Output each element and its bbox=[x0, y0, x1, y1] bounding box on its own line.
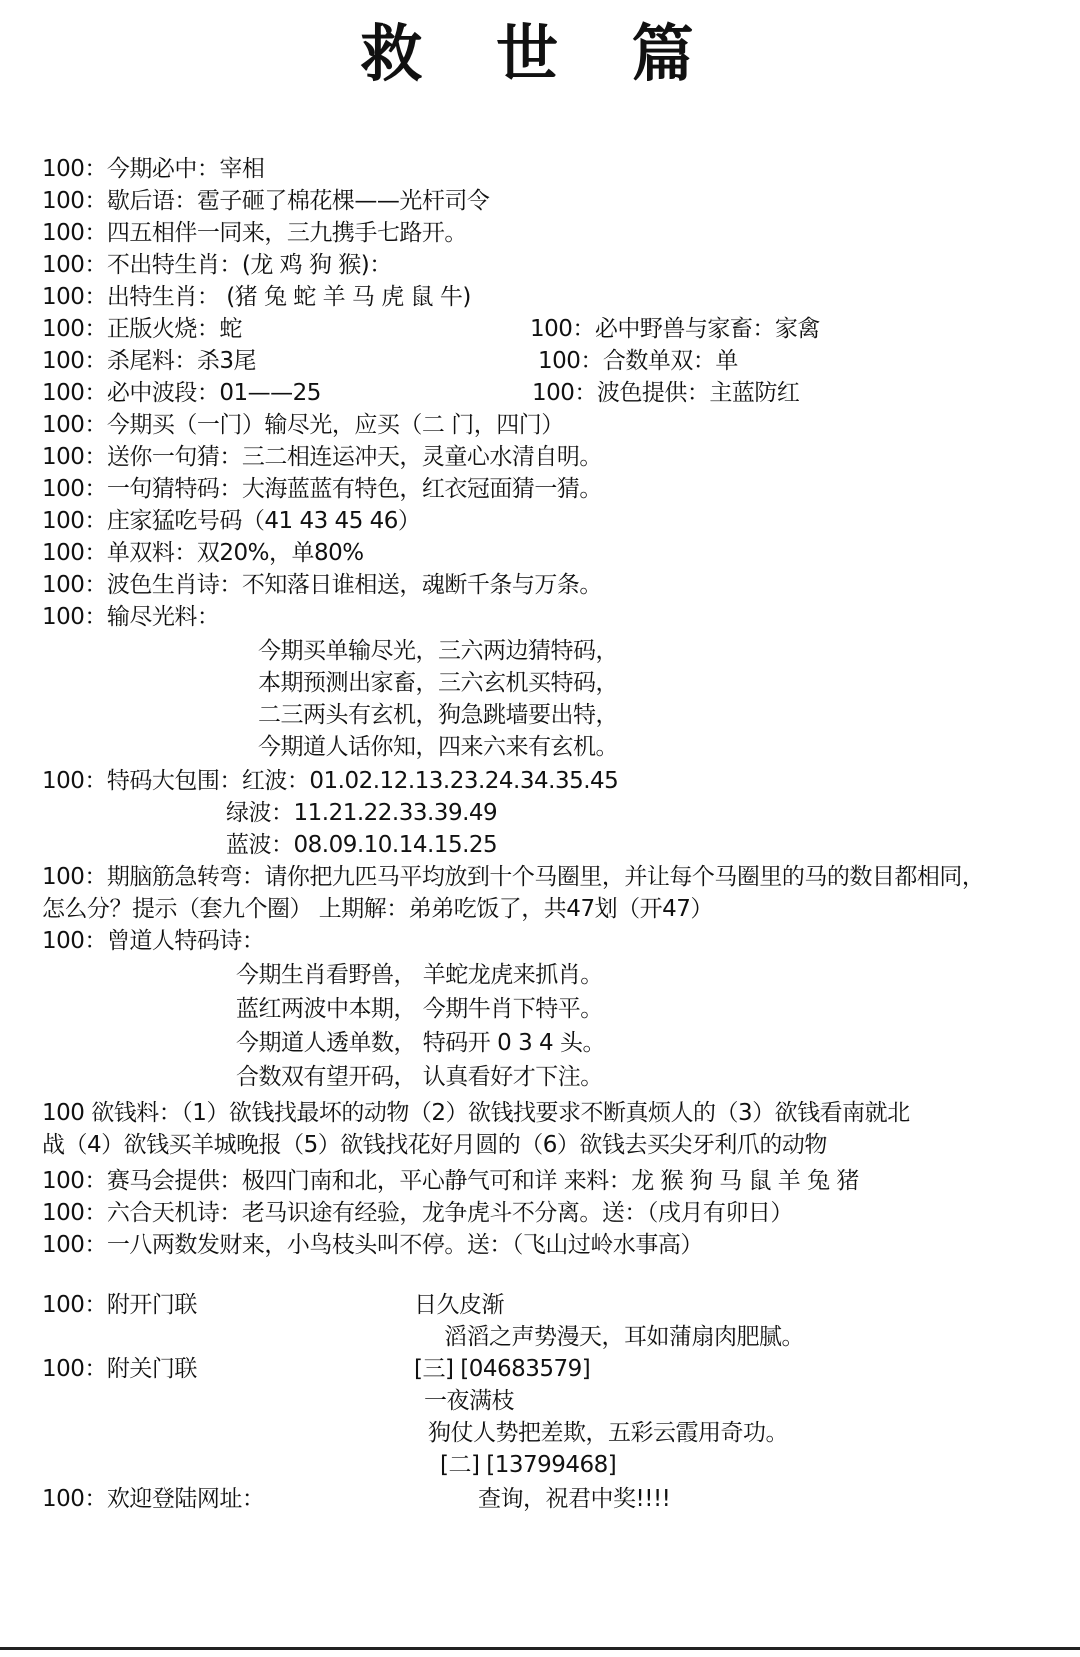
line-red-wave: 100：特码大包围：红波：01.02.12.13.23.24.34.35.45 bbox=[42, 768, 619, 794]
bottom-divider bbox=[0, 1647, 1080, 1650]
open-couplet-title: 日久皮渐 bbox=[414, 1292, 504, 1318]
close-couplet-text: 狗仗人势把差欺，五彩云霞用奇功。 bbox=[428, 1420, 788, 1446]
line-hint: 怎么分？提示（套九个圈） 上期解：弟弟吃饭了，共47划（开47） bbox=[42, 896, 713, 922]
open-couplet-text: 滔滔之声势漫天，耳如蒲扇肉肥腻。 bbox=[444, 1324, 804, 1350]
close-couplet-numbers-1: [三] [04683579] bbox=[414, 1356, 591, 1382]
zeng-poem-line: 蓝红两波中本期， 今期牛肖下特平。 bbox=[236, 996, 603, 1022]
poem-line: 本期预测出家畜，三六玄机买特码， bbox=[258, 670, 618, 696]
line-odd-even: 100：合数单双：单 bbox=[538, 348, 738, 374]
line-four-five: 100：四五相伴一同来，三九携手七路开。 bbox=[42, 220, 467, 246]
line-must-win: 100：今期必中：宰相 bbox=[42, 156, 265, 182]
line-zodiac: 100：出特生肖： (猪 兔 蛇 羊 马 虎 鼠 牛) bbox=[42, 284, 471, 310]
line-wave-poem: 100：波色生肖诗：不知落日谁相送，魂断千条与万条。 bbox=[42, 572, 602, 598]
line-money-2: 战（4）欲钱买羊城晚报（5）欲钱找花好月圆的（6）欲钱去买尖牙利爪的动物 bbox=[42, 1132, 827, 1158]
line-lose-all: 100：输尽光料： bbox=[42, 604, 220, 630]
page-title: 救 世 篇 bbox=[360, 17, 720, 90]
line-odd-even-pct: 100：单双料：双20%，单80% bbox=[42, 540, 364, 566]
line-wave-color: 100：波色提供：主蓝防红 bbox=[532, 380, 800, 406]
line-banker-numbers: 100：庄家猛吃号码（41 43 45 46） bbox=[42, 508, 421, 534]
line-welcome: 100：欢迎登陆网址： bbox=[42, 1486, 265, 1512]
line-blue-wave: 蓝波：08.09.10.14.15.25 bbox=[226, 832, 498, 858]
line-buy-gate: 100：今期买（一门）输尽光，应买（二 门，四门） bbox=[42, 412, 564, 438]
line-not-zodiac: 100：不出特生肖：(龙 鸡 狗 猴)： bbox=[42, 252, 392, 278]
line-fire: 100：正版火烧：蛇 bbox=[42, 316, 242, 342]
line-xiehouyu: 100：歇后语：雹子砸了棉花棵——光杆司令 bbox=[42, 188, 490, 214]
line-money-1: 100 欲钱料：（1）欲钱找最坏的动物（2）欲钱找要求不断真烦人的（3）欲钱看南就北 bbox=[42, 1100, 910, 1126]
close-couplet-title: 一夜满枝 bbox=[424, 1388, 514, 1414]
line-one-eight: 100：一八两数发财来，小鸟枝头叫不停。送：（飞山过岭水事高） bbox=[42, 1232, 703, 1258]
line-close-couplet: 100：附关门联 bbox=[42, 1356, 197, 1382]
line-open-couplet: 100：附开门联 bbox=[42, 1292, 197, 1318]
close-couplet-numbers-2: [二] [13799468] bbox=[440, 1452, 617, 1478]
line-brain-teaser: 100：期脑筋急转弯：请你把九匹马平均放到十个马圈里，并让每个马圈里的马的数目都相同， bbox=[42, 864, 985, 890]
zeng-poem-line: 今期生肖看野兽， 羊蛇龙虎来抓肖。 bbox=[236, 962, 603, 988]
line-special-riddle: 100：一句猜特码：大海蓝蓝有特色，红衣冠面猜一猜。 bbox=[42, 476, 602, 502]
poem-line: 今期买单输尽光，三六两边猜特码， bbox=[258, 638, 618, 664]
line-good-luck: 查询，祝君中奖!!!! bbox=[478, 1486, 671, 1512]
poem-line: 今期道人话你知，四来六来有玄机。 bbox=[258, 734, 618, 760]
line-green-wave: 绿波：11.21.22.33.39.49 bbox=[226, 800, 498, 826]
poem-line: 二三两头有玄机，狗急跳墙要出特， bbox=[258, 702, 618, 728]
line-jockey: 100：赛马会提供：极四门南和北，平心静气可和详 来料：龙 猴 狗 马 鼠 羊 兔 猪 bbox=[42, 1168, 859, 1194]
line-liuhe-poem: 100：六合天机诗：老马识途有经验，龙争虎斗不分离。送：（戌月有卯日） bbox=[42, 1200, 793, 1226]
zeng-poem-line: 今期道人透单数， 特码开 0 3 4 头。 bbox=[236, 1030, 605, 1056]
line-beast-livestock: 100：必中野兽与家畜：家禽 bbox=[530, 316, 820, 342]
line-kill-tail: 100：杀尾料：杀3尾 bbox=[42, 348, 257, 374]
line-riddle: 100：送你一句猜：三二相连运冲天，灵童心水清自明。 bbox=[42, 444, 602, 470]
line-zeng-poem: 100：曾道人特码诗： bbox=[42, 928, 265, 954]
line-range: 100：必中波段：01——25 bbox=[42, 380, 321, 406]
zeng-poem-line: 合数双有望开码， 认真看好才下注。 bbox=[236, 1064, 603, 1090]
